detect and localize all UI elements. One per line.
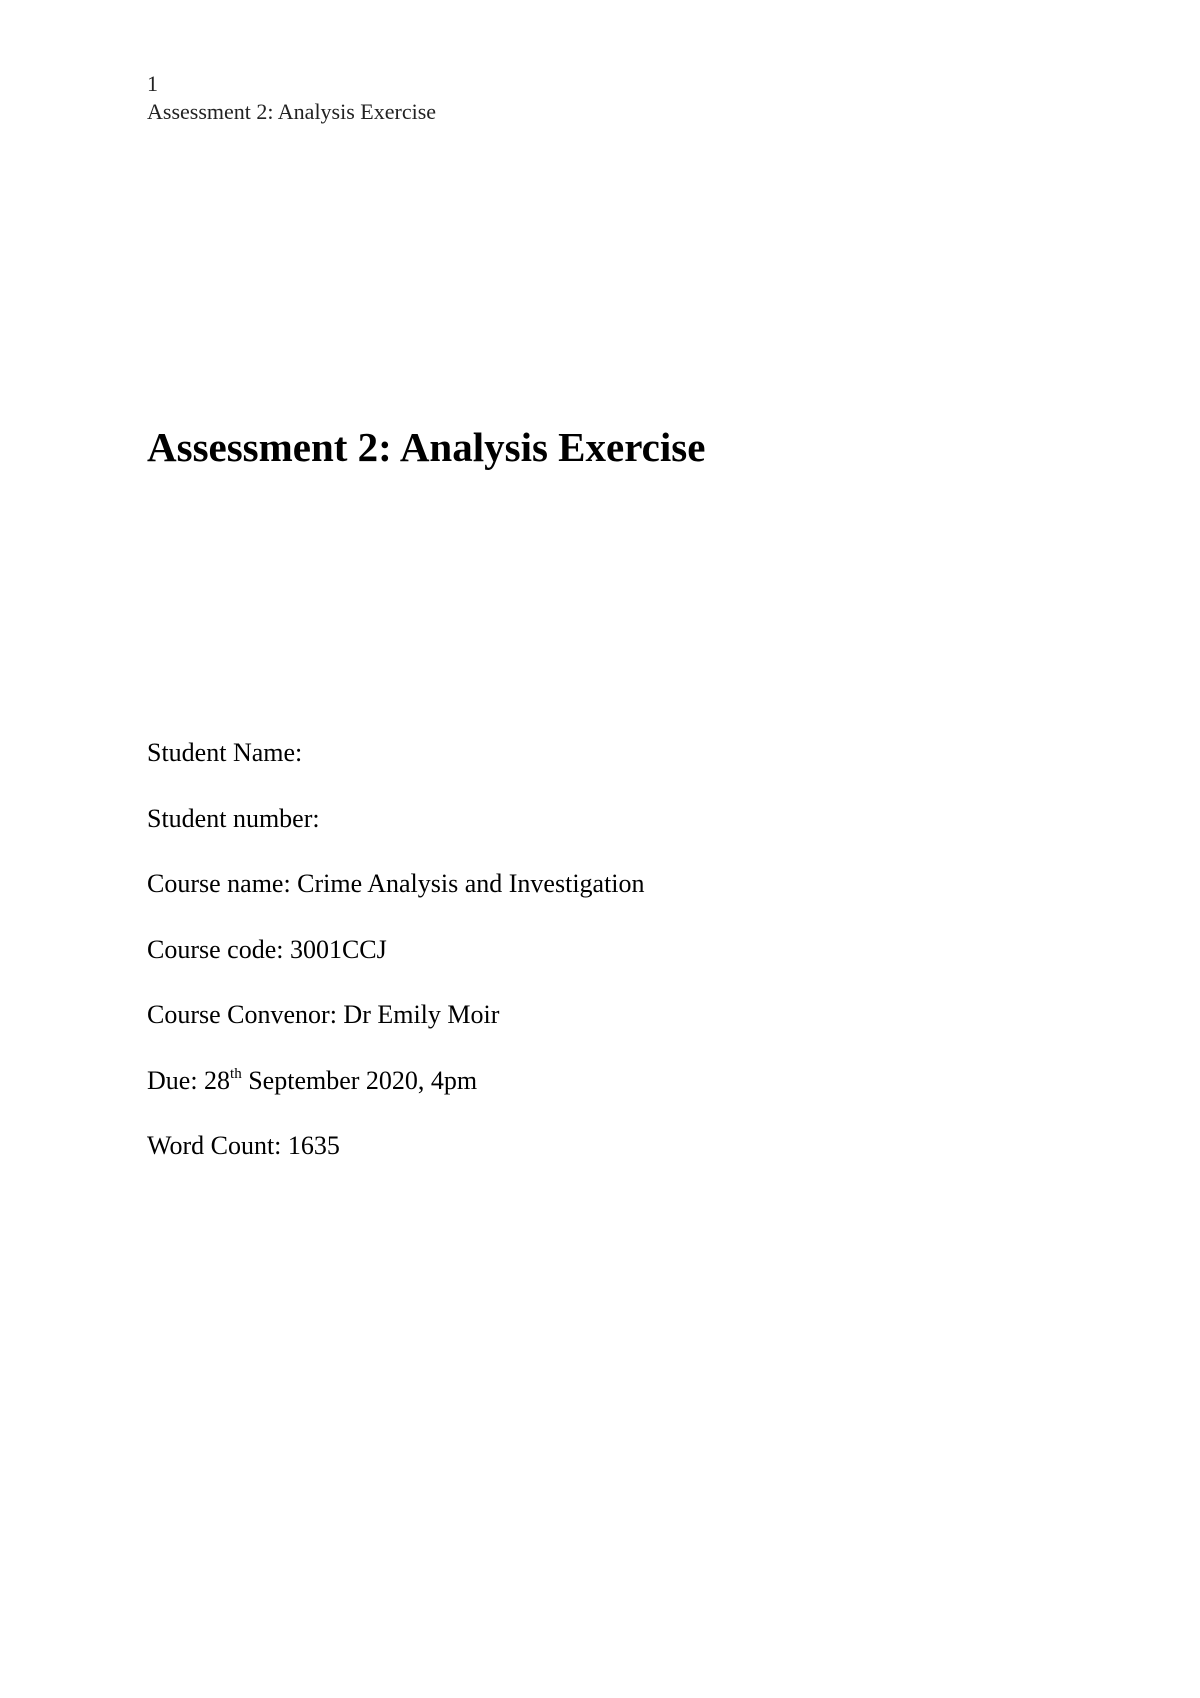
student-number-line: Student number:	[147, 803, 320, 833]
page-number: 1	[147, 71, 158, 96]
document-title: Assessment 2: Analysis Exercise	[147, 424, 706, 470]
running-header-title: Assessment 2: Analysis Exercise	[147, 99, 437, 124]
course-name-line: Course name: Crime Analysis and Investigation	[147, 869, 645, 898]
due-date-rest: September 2020, 4pm	[241, 1065, 478, 1095]
due-date-prefix: Due: 28	[147, 1065, 231, 1095]
due-date-ordinal-suffix: th	[230, 1065, 242, 1082]
page-header	[147, 70, 436, 126]
student-name-line: Student Name:	[147, 738, 303, 767]
cover-details	[147, 737, 645, 1196]
course-code-line: Course code: 3001CCJ	[147, 934, 387, 964]
due-date-line	[147, 1065, 645, 1131]
course-convenor-line: Course Convenor: Dr Emily Moir	[147, 1000, 500, 1029]
word-count-line: Word Count: 1635	[147, 1131, 340, 1160]
